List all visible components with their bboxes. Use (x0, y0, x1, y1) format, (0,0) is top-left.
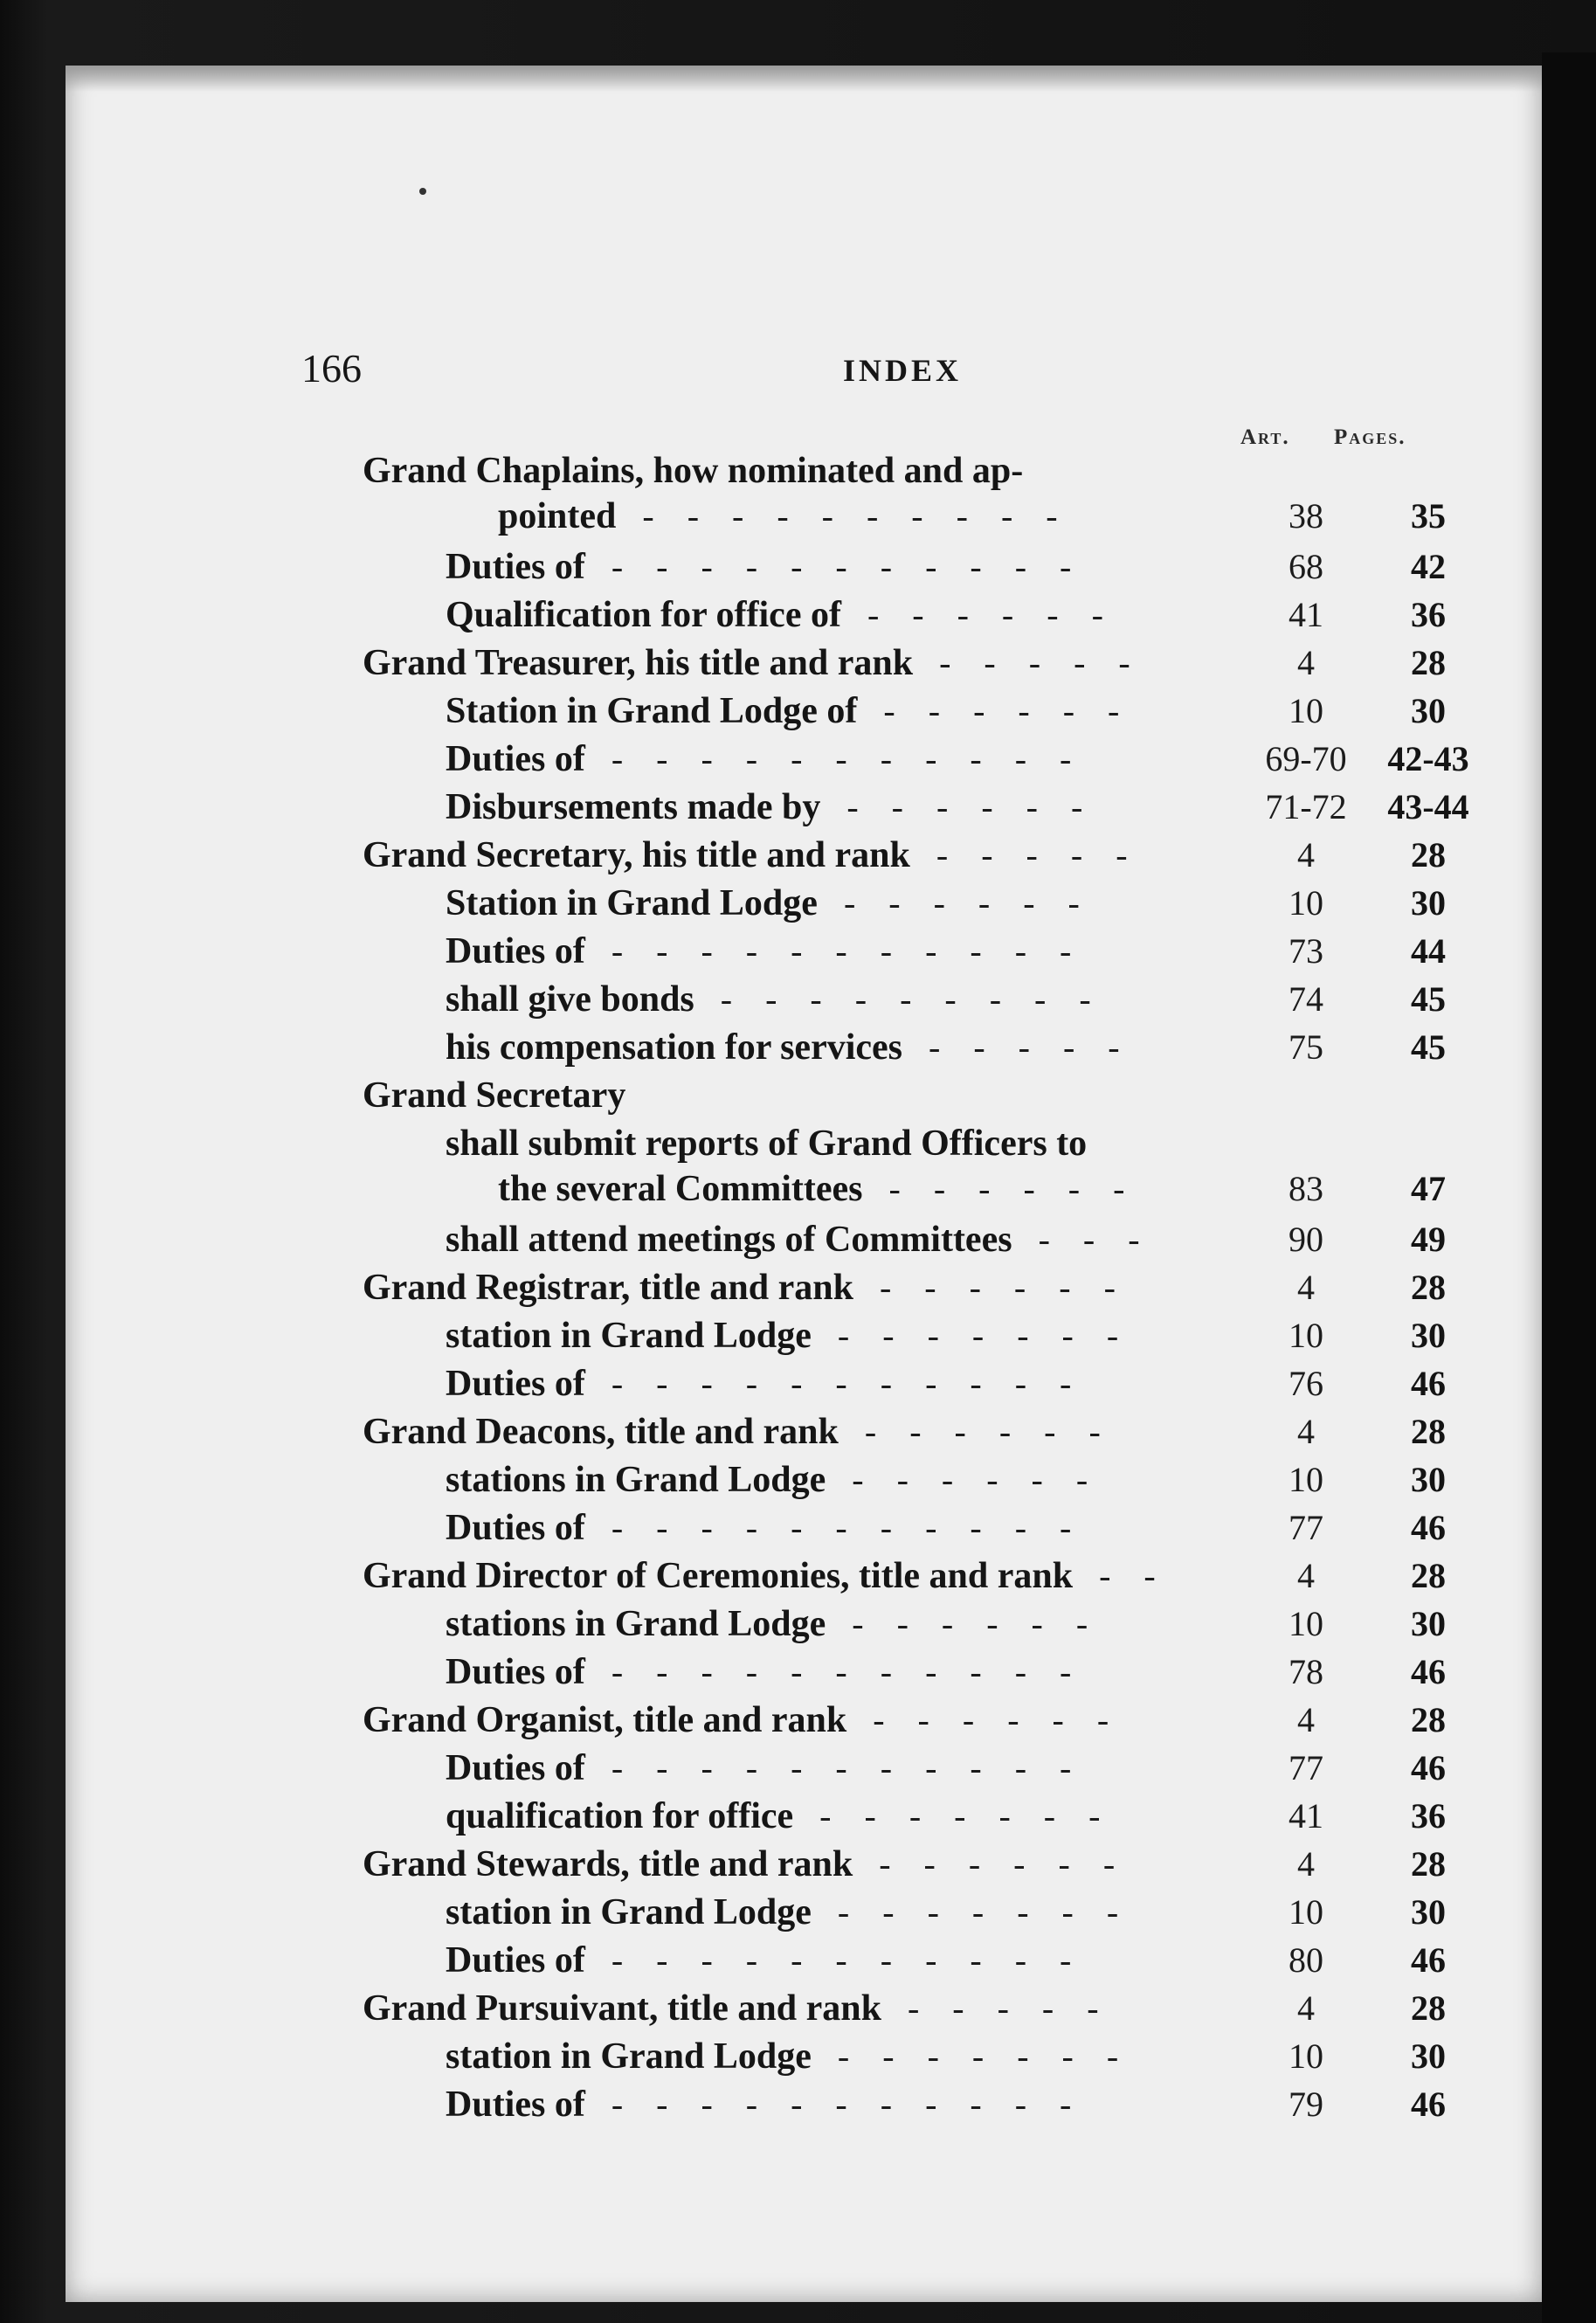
dot-leader: ------ (852, 1460, 1122, 1499)
entry-page-number: 46 (1411, 1508, 1446, 1547)
index-subentry (66, 978, 1542, 1027)
index-subentry (66, 882, 1542, 930)
facing-page-edge (1542, 52, 1596, 2323)
entry-label: Disbursements made by (446, 787, 821, 827)
dot-leader: -- (1099, 1556, 1189, 1595)
entry-article-number: 10 (1289, 1316, 1323, 1355)
entry-label: Grand Treasurer, his title and rank (363, 643, 914, 683)
entry-page-number: 30 (1411, 691, 1446, 730)
dot-leader: ----------- (611, 931, 1105, 971)
dot-leader: ----------- (611, 1652, 1105, 1691)
index-subentry (66, 738, 1542, 786)
dot-leader: ------ (867, 595, 1137, 634)
entry-page-number: 42-43 (1387, 739, 1469, 778)
entry-page-number: 28 (1411, 1412, 1446, 1451)
book-page (66, 66, 1542, 2302)
entry-page-number: 45 (1411, 979, 1446, 1019)
entry-label: Grand Secretary (363, 1075, 626, 1116)
index-heading-entry (66, 1267, 1542, 1315)
dot-leader: ----------- (611, 1748, 1105, 1787)
dot-leader: ------- (837, 2036, 1152, 2076)
entry-label: station in Grand Lodge (446, 1892, 812, 1932)
entry-label: shall submit reports of Grand Officers to (446, 1123, 1088, 1164)
entry-label: his compensation for services (446, 1027, 903, 1068)
entry-label: Grand Deacons, title and rank (363, 1412, 839, 1452)
entry-article-number: 80 (1289, 1940, 1323, 1980)
dot-leader: ------ (873, 1700, 1143, 1739)
index-heading-entry (66, 1411, 1542, 1459)
entry-page-number: 46 (1411, 1364, 1446, 1403)
entry-article-number: 77 (1289, 1508, 1323, 1547)
entry-label: stations in Grand Lodge (446, 1604, 826, 1644)
column-header-art: Art. (1240, 425, 1290, 449)
entry-label: Duties of (446, 2084, 585, 2125)
entry-article-number: 4 (1297, 1988, 1315, 2028)
dot-leader: ----- (907, 1988, 1132, 2028)
entry-page-number: 30 (1411, 1460, 1446, 1499)
entry-label: Duties of (446, 1508, 585, 1548)
entry-article-number: 71-72 (1265, 787, 1347, 826)
dot-leader: ------ (852, 1604, 1122, 1643)
entry-article-number: 4 (1297, 643, 1315, 682)
index-subentry (66, 1891, 1542, 1939)
entry-label: Grand Pursuivant, title and rank (363, 1988, 881, 2029)
entry-label: Duties of (446, 1748, 585, 1788)
entry-page-number: 35 (1411, 496, 1446, 536)
entry-article-number: 10 (1289, 1892, 1323, 1932)
entry-label: Grand Stewards, title and rank (363, 1844, 853, 1884)
index-subentry (66, 930, 1542, 978)
entry-article-number: 38 (1289, 496, 1323, 536)
entry-page-number: 28 (1411, 1700, 1446, 1739)
entry-label: Duties of (446, 547, 585, 587)
entry-page-number: 42 (1411, 547, 1446, 586)
entry-page-number: 28 (1411, 1844, 1446, 1884)
entry-article-number: 10 (1289, 1460, 1323, 1499)
index-subentry (66, 786, 1542, 834)
entry-page-number: 43-44 (1387, 787, 1469, 826)
entry-page-number: 36 (1411, 595, 1446, 634)
entry-label: Grand Registrar, title and rank (363, 1268, 853, 1308)
entry-article-number: 10 (1289, 691, 1323, 730)
dot-leader: ----------- (611, 1364, 1105, 1403)
entry-label: Duties of (446, 1652, 585, 1692)
entry-article-number: 10 (1289, 1604, 1323, 1643)
entry-page-number: 28 (1411, 1268, 1446, 1307)
entry-article-number: 4 (1297, 1556, 1315, 1595)
entry-page-number: 46 (1411, 1940, 1446, 1980)
entry-article-number: 4 (1297, 1268, 1315, 1307)
dot-leader: ------ (864, 1412, 1134, 1451)
dot-leader: ------ (888, 1169, 1158, 1208)
index-subentry (66, 1363, 1542, 1411)
dot-leader: --------- (720, 979, 1124, 1019)
entry-page-number: 28 (1411, 1556, 1446, 1595)
entry-article-number: 4 (1297, 1412, 1315, 1451)
paper-speck (419, 188, 426, 195)
entry-label: Duties of (446, 931, 585, 971)
entry-label: Duties of (446, 1940, 585, 1981)
dot-leader: ------- (837, 1892, 1152, 1932)
entry-page-number: 30 (1411, 2036, 1446, 2076)
entry-label: stations in Grand Lodge (446, 1460, 826, 1500)
dot-leader: ----------- (611, 547, 1105, 586)
entry-label: station in Grand Lodge (446, 2036, 812, 2077)
index-heading-entry (66, 1699, 1542, 1747)
index-subentry (66, 1939, 1542, 1988)
entry-page-number: 49 (1411, 1220, 1446, 1259)
entry-label: Grand Organist, title and rank (363, 1700, 847, 1740)
entry-label-continuation: the several Committees (498, 1169, 863, 1209)
index-heading-entry (66, 450, 1542, 546)
entry-label-continuation: pointed (498, 496, 617, 536)
index-subentry (66, 546, 1542, 594)
entry-page-number: 30 (1411, 1892, 1446, 1932)
index-heading-entry (66, 642, 1542, 690)
dot-leader: ------ (846, 787, 1116, 826)
dot-leader: ----- (929, 1027, 1153, 1067)
entry-article-number: 68 (1289, 547, 1323, 586)
entry-label: station in Grand Lodge (446, 1316, 812, 1356)
index-subentry (66, 1795, 1542, 1843)
dot-leader: ----------- (611, 739, 1105, 778)
dot-leader: ----------- (611, 1508, 1105, 1547)
entry-label: shall give bonds (446, 979, 694, 1020)
entry-page-number: 45 (1411, 1027, 1446, 1067)
index-entries (66, 450, 1542, 2132)
entry-page-number: 28 (1411, 835, 1446, 875)
dot-leader: ------ (879, 1268, 1149, 1307)
entry-label: Duties of (446, 739, 585, 779)
entry-page-number: 47 (1411, 1169, 1446, 1208)
entry-label: Station in Grand Lodge of (446, 691, 858, 731)
index-heading-entry (66, 1843, 1542, 1891)
entry-article-number: 10 (1289, 883, 1323, 923)
entry-label: shall attend meetings of Committees (446, 1220, 1012, 1260)
entry-page-number: 30 (1411, 1316, 1446, 1355)
dot-leader: ------ (843, 883, 1113, 923)
page-number: 166 (301, 346, 362, 391)
entry-article-number: 10 (1289, 2036, 1323, 2076)
index-heading-entry (66, 834, 1542, 882)
dot-leader: ----- (936, 835, 1161, 875)
entry-article-number: 74 (1289, 979, 1323, 1019)
index-subentry (66, 594, 1542, 642)
index-subentry (66, 1507, 1542, 1555)
entry-page-number: 46 (1411, 1652, 1446, 1691)
index-subentry (66, 1123, 1542, 1219)
index-subentry (66, 2036, 1542, 2084)
entry-label: Station in Grand Lodge (446, 883, 818, 923)
index-heading-entry (66, 1075, 1542, 1123)
dot-leader: ----- (939, 643, 1164, 682)
entry-article-number: 78 (1289, 1652, 1323, 1691)
index-subentry (66, 1651, 1542, 1699)
entry-article-number: 4 (1297, 1700, 1315, 1739)
entry-article-number: 75 (1289, 1027, 1323, 1067)
index-subentry (66, 2084, 1542, 2132)
index-subentry (66, 1219, 1542, 1267)
entry-page-number: 30 (1411, 883, 1446, 923)
entry-label: qualification for office (446, 1796, 794, 1836)
entry-label: Duties of (446, 1364, 585, 1404)
entry-article-number: 83 (1289, 1169, 1323, 1208)
entry-article-number: 4 (1297, 1844, 1315, 1884)
entry-page-number: 46 (1411, 1748, 1446, 1787)
dot-leader: ------ (879, 1844, 1149, 1884)
dot-leader: ------- (819, 1796, 1134, 1836)
dot-leader: ------ (883, 691, 1153, 730)
entry-article-number: 73 (1289, 931, 1323, 971)
entry-page-number: 30 (1411, 1604, 1446, 1643)
entry-article-number: 41 (1289, 1796, 1323, 1836)
entry-page-number: 46 (1411, 2084, 1446, 2124)
entry-article-number: 76 (1289, 1364, 1323, 1403)
page-header (66, 345, 1542, 398)
dot-leader: ---------- (642, 496, 1091, 536)
index-subentry (66, 1315, 1542, 1363)
dot-leader: ----------- (611, 2084, 1105, 2124)
entry-page-number: 28 (1411, 1988, 1446, 2028)
entry-article-number: 79 (1289, 2084, 1323, 2124)
index-subentry (66, 1027, 1542, 1075)
entry-label: Grand Secretary, his title and rank (363, 835, 910, 875)
entry-article-number: 41 (1289, 595, 1323, 634)
entry-article-number: 90 (1289, 1220, 1323, 1259)
index-subentry (66, 1459, 1542, 1507)
entry-article-number: 4 (1297, 835, 1315, 875)
entry-label: Grand Director of Ceremonies, title and rank (363, 1556, 1074, 1596)
entry-label: Qualification for office of (446, 595, 841, 635)
entry-article-number: 77 (1289, 1748, 1323, 1787)
dot-leader: ----------- (611, 1940, 1105, 1980)
page-title: INDEX (843, 353, 963, 388)
dot-leader: ------- (837, 1316, 1152, 1355)
column-header-pages: Pages. (1334, 425, 1406, 449)
entry-article-number: 69-70 (1265, 739, 1347, 778)
entry-page-number: 28 (1411, 643, 1446, 682)
entry-label: Grand Chaplains, how nominated and ap- (363, 451, 1024, 491)
entry-page-number: 36 (1411, 1796, 1446, 1836)
index-subentry (66, 1603, 1542, 1651)
dot-leader: --- (1038, 1220, 1173, 1259)
entry-page-number: 44 (1411, 931, 1446, 971)
index-subentry (66, 690, 1542, 738)
index-heading-entry (66, 1988, 1542, 2036)
index-heading-entry (66, 1555, 1542, 1603)
index-subentry (66, 1747, 1542, 1795)
